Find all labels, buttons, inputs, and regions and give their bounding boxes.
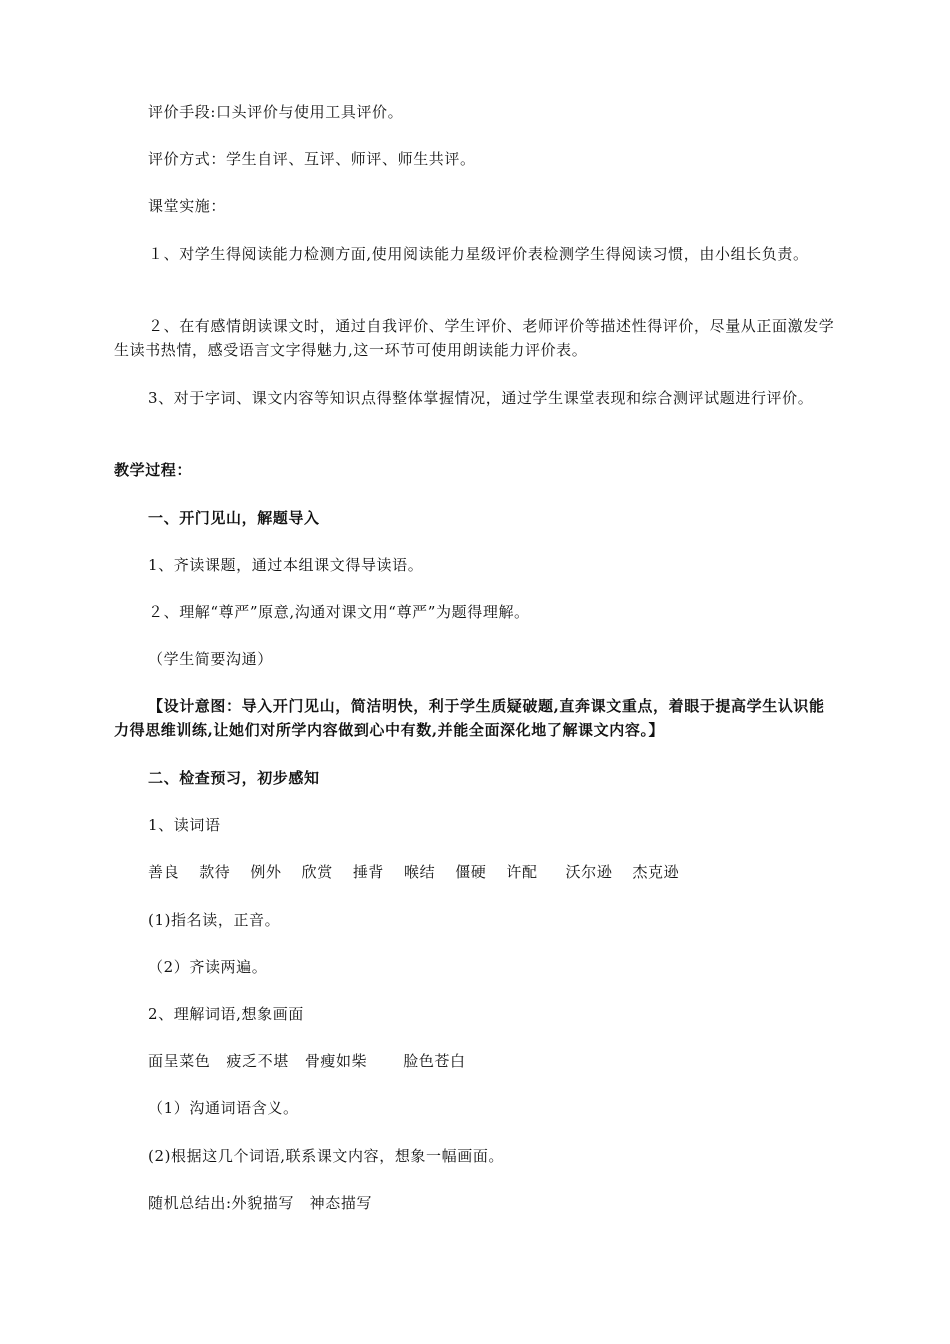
implementation-title: 课堂实施： bbox=[148, 197, 227, 215]
vocabulary-word: 许配 bbox=[506, 863, 538, 881]
evaluation-means: 评价手段:口头评价与使用工具评价。 bbox=[148, 103, 404, 121]
phrase: 疲乏不堪 bbox=[226, 1052, 289, 1070]
vocabulary-word: 款待 bbox=[199, 863, 231, 881]
phrase: 面呈菜色 bbox=[148, 1052, 211, 1070]
vocabulary-word: 僵硬 bbox=[455, 863, 487, 881]
vocabulary-word: 例外 bbox=[250, 863, 282, 881]
summary: 随机总结出:外貌描写 神态描写 bbox=[148, 1194, 373, 1212]
vocabulary-word: 欣赏 bbox=[301, 863, 333, 881]
understand-words-title: 2、理解词语,想象画面 bbox=[148, 1005, 304, 1023]
vocabulary-word: 杰克逊 bbox=[632, 863, 680, 881]
vocabulary-word: 捶背 bbox=[352, 863, 385, 881]
implementation-item-3: 3、对于字词、课文内容等知识点得整体掌握情况，通过学生课堂表现和综合测评试题进行评价。 bbox=[148, 389, 814, 407]
section-2-title: 二、检查预习，初步感知 bbox=[148, 769, 320, 787]
vocabulary-word: 喉结 bbox=[404, 863, 436, 881]
vocabulary-word: 沃尔逊 bbox=[565, 863, 613, 881]
read-step-1: (1)指名读，正音。 bbox=[148, 911, 281, 929]
vocabulary-list bbox=[148, 860, 699, 884]
implementation-item-2: ２、在有感情朗读课文时，通过自我评价、学生评价、老师评价等描述性得评价，尽量从正面激发学生读书热情，感受语言文字得魅力,这一环节可使用朗读能力评价表。 bbox=[114, 317, 835, 359]
section-1-step-2: ２、理解“尊严”原意,沟通对课文用“尊严”为题得理解。 bbox=[148, 603, 530, 621]
design-intent: 【设计意图：导入开门见山，简洁明快，利于学生质疑破题,直奔课文重点，着眼于提高学生认识能力得思维训练,让她们对所学内容做到心中有数,并能全面深化地了解课文内容。】 bbox=[114, 697, 825, 739]
understand-step-1: （1）沟通词语含义。 bbox=[148, 1099, 299, 1117]
understand-step-2: (2)根据这几个词语,联系课文内容，想象一幅画面。 bbox=[148, 1147, 505, 1165]
phrase: 骨瘦如柴 bbox=[304, 1052, 368, 1070]
read-words-title: 1、读词语 bbox=[148, 816, 221, 834]
section-1-step-1: 1、齐读课题，通过本组课文得导读语。 bbox=[148, 556, 424, 574]
phrase: 脸色苍白 bbox=[403, 1052, 466, 1070]
read-step-2: （2）齐读两遍。 bbox=[148, 958, 268, 976]
section-1-title: 一、开门见山，解题导入 bbox=[148, 509, 320, 527]
evaluation-methods: 评价方式：学生自评、互评、师评、师生共评。 bbox=[148, 150, 476, 168]
phrase-list bbox=[148, 1049, 486, 1073]
vocabulary-word: 善良 bbox=[148, 863, 180, 881]
teaching-process-heading: 教学过程： bbox=[114, 461, 193, 479]
section-1-note: （学生简要沟通） bbox=[148, 650, 273, 668]
implementation-item-1: １、对学生得阅读能力检测方面,使用阅读能力星级评价表检测学生得阅读习惯，由小组长负责。 bbox=[148, 245, 809, 263]
